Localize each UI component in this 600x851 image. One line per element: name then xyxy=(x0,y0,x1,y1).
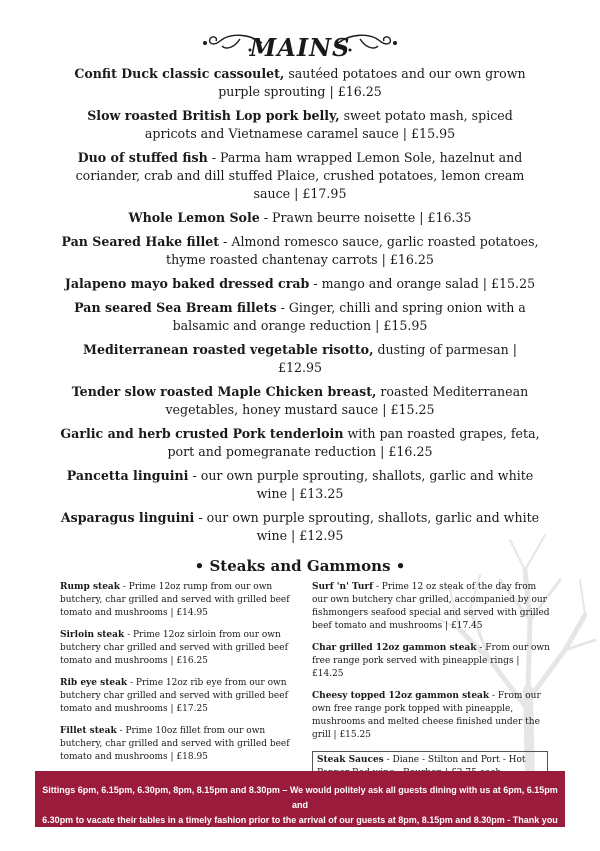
dish-description: - Parma ham wrapped Lemon Sole, hazelnut and coriander, crab and dill stuffed Plaice, crushed potatoes, lemon cream sauce | £17.95 xyxy=(75,150,525,201)
dish-description: - Almond romesco sauce, garlic roasted potatoes, thyme roasted chantenay carrots | £16.25 xyxy=(166,234,539,267)
dish-name: Pan seared Sea Bream fillets xyxy=(74,300,277,315)
page-title: MAINS xyxy=(249,33,351,62)
dish-description: dusting of parmesan | £12.95 xyxy=(277,342,517,375)
sittings-line-1: Sittings 6pm, 6.15pm, 6.30pm, 8pm, 8.15pm and 8.30pm – We would politely ask all guests dining with us at 6pm, 6.15pm and xyxy=(42,785,558,810)
list-item xyxy=(60,275,540,293)
dish-name: Duo of stuffed fish xyxy=(77,150,208,165)
dish-name: Jalapeno mayo baked dressed crab xyxy=(64,276,310,291)
dish-description: - Ginger, chilli and spring onion with a balsamic and orange reduction | £15.95 xyxy=(172,300,526,333)
dish-description: sweet potato mash, spiced apricots and Vietnamese caramel sauce | £15.95 xyxy=(144,108,513,141)
steak-name: Char grilled 12oz gammon steak xyxy=(312,643,477,653)
steak-name: Fillet steak xyxy=(60,726,117,736)
list-item xyxy=(60,209,540,227)
dish-name: Garlic and herb crusted Pork tenderloin xyxy=(60,426,344,441)
list-item xyxy=(312,690,552,742)
steak-name: Cheesy topped 12oz gammon steak xyxy=(312,691,490,701)
list-item xyxy=(312,642,552,681)
list-item xyxy=(60,107,540,143)
steak-description: - Prime 12oz sirloin from our own butchery char grilled and served with grilled beef tomato and mushrooms | £16.25 xyxy=(60,630,288,666)
list-item xyxy=(60,581,300,620)
dish-description: with pan roasted grapes, feta, port and pomegranate reduction | £16.25 xyxy=(167,426,540,459)
list-item xyxy=(60,509,540,545)
steak-description: - Prime 10oz fillet from our own butchery, char grilled and served with grilled beef tomato and mushrooms | £18.95 xyxy=(60,726,290,762)
dish-description: - our own purple sprouting, shallots, garlic and white wine | £13.25 xyxy=(188,468,534,501)
sittings-banner xyxy=(35,771,565,827)
list-item xyxy=(60,299,540,335)
dish-description: sautéed potatoes and our own grown purple sprouting | £16.25 xyxy=(218,66,526,99)
steak-name: Rump steak xyxy=(60,582,120,592)
dish-description: - mango and orange salad | £15.25 xyxy=(309,276,536,291)
list-item xyxy=(60,425,540,461)
list-item xyxy=(60,149,540,203)
list-item xyxy=(60,383,540,419)
dish-name: Pancetta linguini xyxy=(66,468,189,483)
dish-description: roasted Mediterranean vegetables, honey mustard sauce | £15.25 xyxy=(165,384,529,417)
dish-name: Slow roasted British Lop pork belly, xyxy=(87,108,340,123)
steaks-left-column xyxy=(60,581,300,773)
dish-description: - Prawn beurre noisette | £16.35 xyxy=(259,210,472,225)
list-item xyxy=(60,341,540,377)
list-item xyxy=(60,725,300,764)
steak-name: Sirloin steak xyxy=(60,630,125,640)
steak-name: Surf 'n' Turf xyxy=(312,582,374,592)
mains-list xyxy=(60,65,540,551)
list-item xyxy=(60,467,540,503)
dish-name: Confit Duck classic cassoulet, xyxy=(74,66,285,81)
list-item xyxy=(60,677,300,716)
steak-name: Rib eye steak xyxy=(60,678,128,688)
steaks-right-column xyxy=(312,581,552,783)
list-item xyxy=(60,65,540,101)
dish-name: Pan Seared Hake fillet xyxy=(61,234,220,249)
list-item xyxy=(60,233,540,269)
dish-name: Tender slow roasted Maple Chicken breast, xyxy=(71,384,377,399)
dish-description: - our own purple sprouting, shallots, garlic and white wine | £12.95 xyxy=(194,510,540,543)
section-title: • Steaks and Gammons • xyxy=(194,557,406,575)
dish-name: Asparagus linguini xyxy=(60,510,195,525)
dish-name: Whole Lemon Sole xyxy=(128,210,260,225)
dish-name: Mediterranean roasted vegetable risotto, xyxy=(83,342,374,357)
steak-description: - From our own free range pork topped with pineapple, mushrooms and melted cheese finished under the grill | £15.25 xyxy=(312,691,541,740)
steak-description: - Prime 12oz rib eye from our own butchery char grilled and served with grilled beef tomato and mushrooms | £17.25 xyxy=(60,678,288,714)
list-item xyxy=(60,629,300,668)
sauces-description: - Diane - Stilton and Port - Hot xyxy=(386,755,526,765)
steak-description: - Prime 12oz rump from our own butchery, char grilled and served with grilled beef tomato and mushrooms | £14.95 xyxy=(60,582,290,618)
sauces-name: Steak Sauces xyxy=(317,755,384,765)
steak-description: - From our own free range pork served with pineapple rings | £14.25 xyxy=(312,643,550,679)
steak-description: - Prime 12 oz steak of the day from our own butchery char grilled, accompanied by our fishmongers seafood special and served with grilled beef tomato and mushrooms | £17.45 xyxy=(312,582,550,631)
sittings-line-2: 6.30pm to vacate their tables in a timely fashion prior to the arrival of our guests at 8pm, 8.15pm and 8.30pm - Thank you xyxy=(42,815,558,825)
list-item xyxy=(312,581,552,633)
